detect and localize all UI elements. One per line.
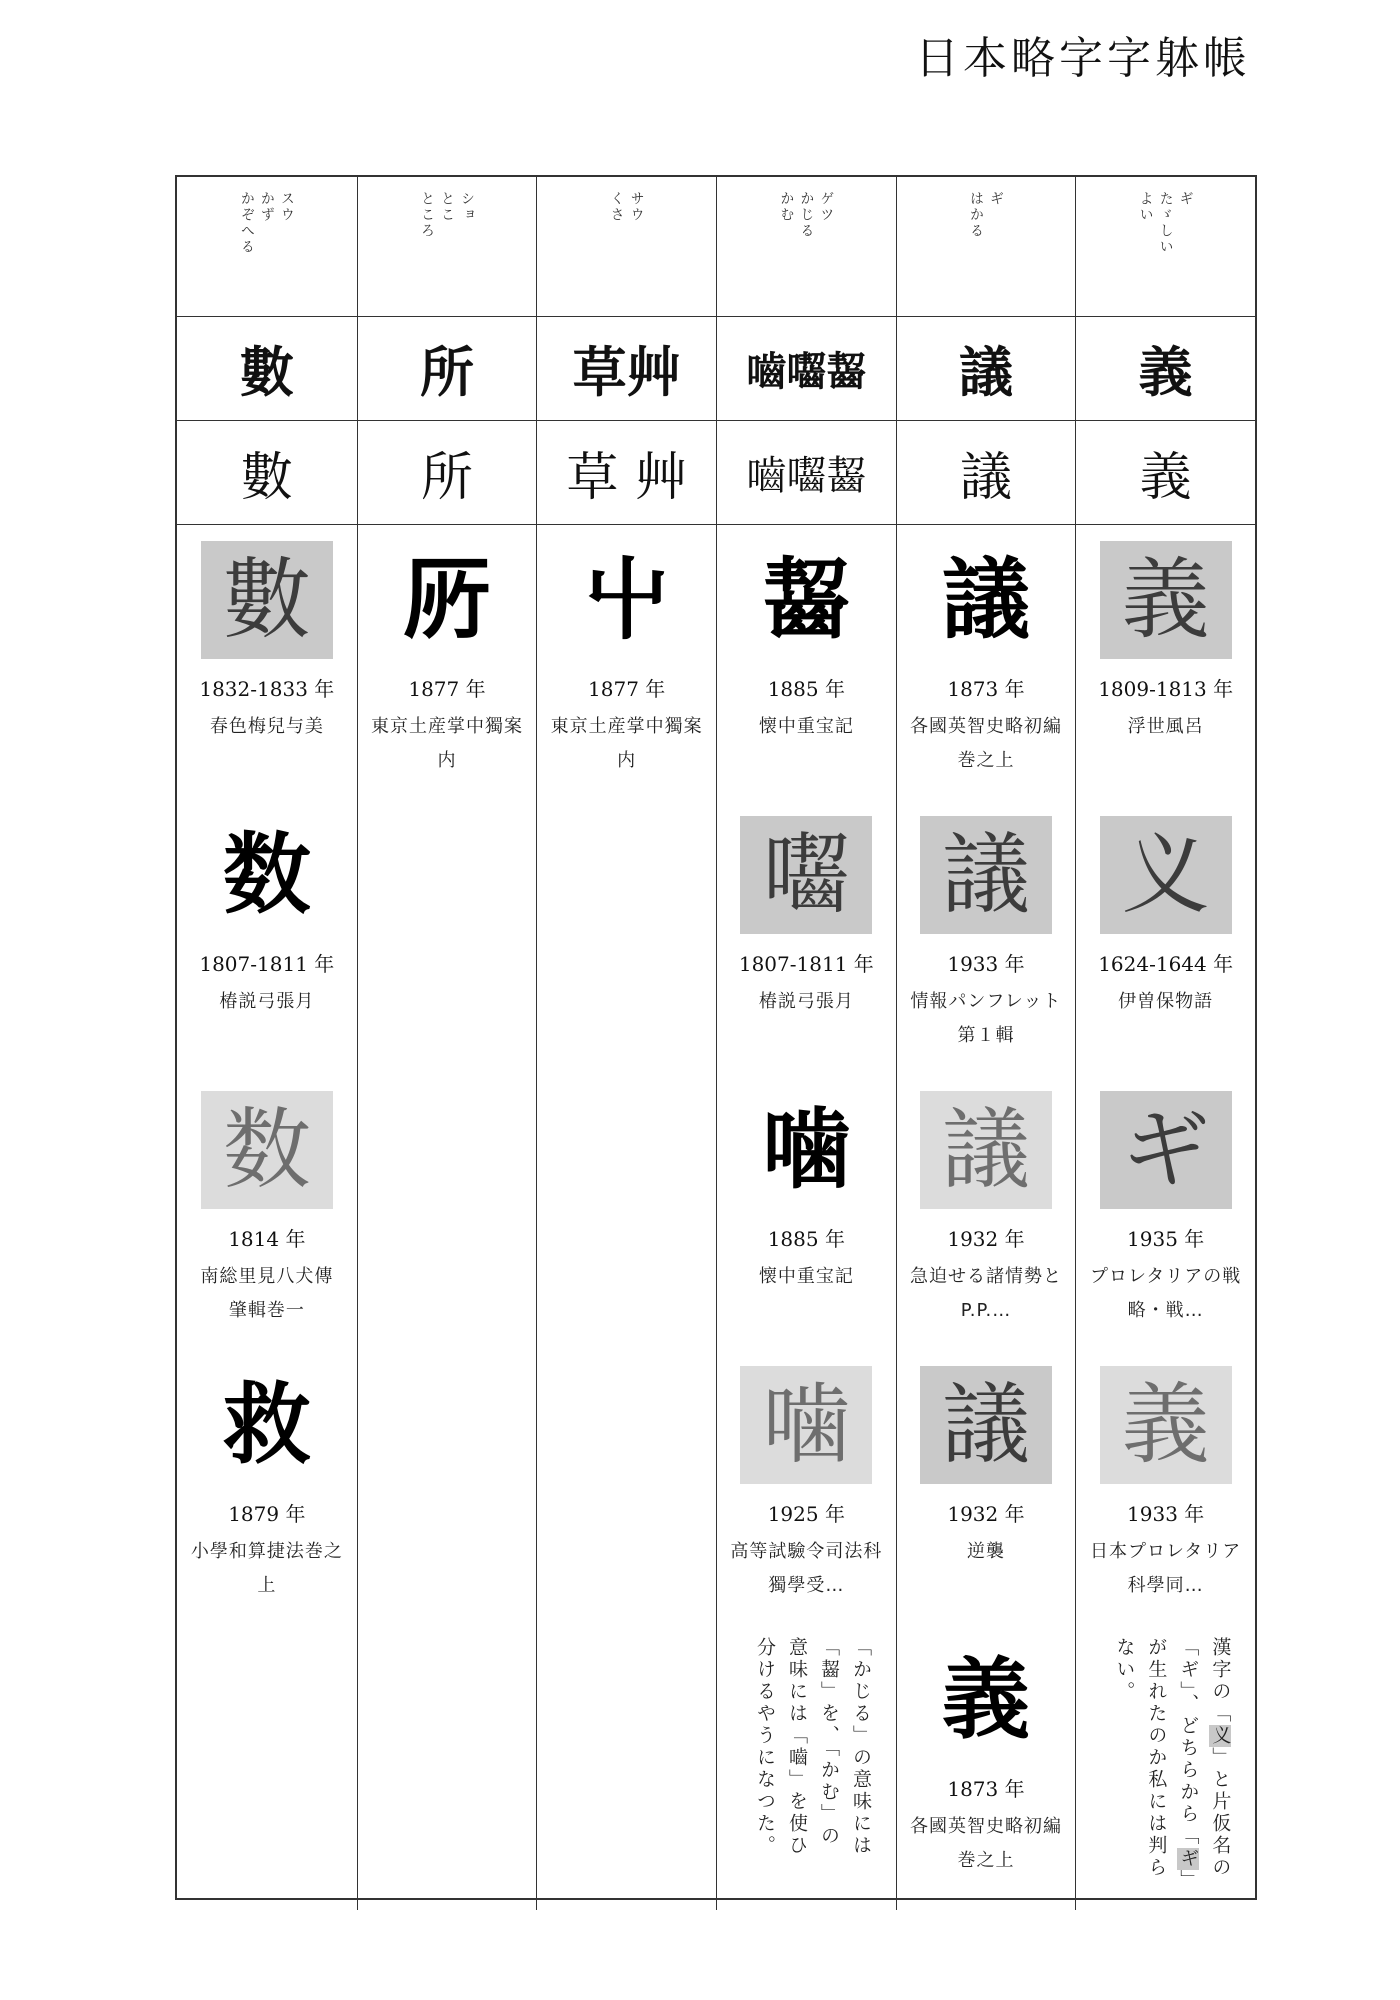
sample-source: 高等試驗令司法科獨學受… [730, 1541, 883, 1596]
glyph-sample [177, 810, 357, 1085]
glyph-image: 數 [201, 541, 333, 659]
column-6 [1075, 177, 1255, 1910]
sample-year: 1933 年 [1127, 1502, 1205, 1526]
sample-year: 1885 年 [767, 1227, 845, 1251]
page-title: 日本略字字躰帳 [915, 33, 1251, 84]
mincho-headword: 議 [897, 421, 1076, 525]
glyph-image: 議 [920, 1091, 1052, 1209]
sample-source: 懐中重宝記 [758, 716, 854, 737]
sample-source: 急迫せる諸情勢と P.P.… [909, 1266, 1062, 1321]
reading-text: ギ [987, 191, 1004, 207]
sample-list [897, 525, 1081, 1910]
highlighted-glyph: 义 [1209, 1725, 1232, 1747]
column-1 [177, 177, 357, 1910]
mincho-headword: 嚙囓齧 [717, 421, 896, 525]
sample-source: 南総里見八犬傳 肇輯巻一 [200, 1266, 353, 1321]
sample-year: 1807-1811 年 [738, 952, 874, 976]
glyph-image: 義 [1100, 541, 1232, 659]
reading-cell [1076, 177, 1255, 317]
glyph-image: 齧 [762, 548, 851, 651]
glyph-sample [897, 1085, 1076, 1360]
sample-year: 1935 年 [1127, 1227, 1205, 1251]
sample-source: 情報パンフレット 第１輯 [910, 991, 1081, 1046]
glyph-sample [537, 535, 716, 810]
reading-text: ところ [418, 191, 435, 239]
reading-text: かむ [778, 191, 795, 223]
glyph-image: 議 [920, 1366, 1052, 1484]
glyph-image: 噛 [740, 1366, 872, 1484]
glyph-sample [177, 535, 357, 810]
reading-text: かぞへる [238, 191, 255, 255]
sample-source: 小學和算捷法巻之上 [190, 1541, 343, 1596]
sample-source: プロレタリアの戦略・戦… [1090, 1266, 1242, 1321]
sample-list [717, 525, 896, 1635]
column-3 [536, 177, 716, 1910]
glyph-sample [717, 1085, 896, 1360]
sample-source: 椿説弓張月 [219, 991, 315, 1012]
brush-headword: 所 [358, 317, 537, 421]
glyph-image: 数 [222, 823, 311, 926]
brush-headword: 議 [897, 317, 1076, 421]
glyph-image: 義 [1100, 1366, 1232, 1484]
sample-year: 1807-1811 年 [199, 952, 335, 976]
mincho-headword: 草 艸 [537, 421, 716, 525]
reading-cell [177, 177, 357, 317]
glyph-sample [1076, 1085, 1255, 1360]
sample-source: 懐中重宝記 [758, 1266, 854, 1287]
glyph-sample [1076, 810, 1255, 1085]
column-note [1096, 1637, 1236, 1882]
sample-year: 1877 年 [588, 677, 666, 701]
sample-source: 春色梅兒与美 [209, 716, 324, 737]
note-text: 」と片仮名の「ギ」、どちらから「 [1177, 1637, 1232, 1879]
sample-year: 1877 年 [408, 677, 486, 701]
glyph-table [175, 175, 1257, 1900]
column-5 [896, 177, 1081, 1910]
brush-headword: 嚙囓齧 [717, 317, 896, 421]
sample-source: 東京土産掌中獨案内 [370, 716, 523, 771]
glyph-sample [897, 535, 1076, 810]
glyph-image: 噛 [762, 1098, 851, 1201]
glyph-sample [717, 810, 896, 1085]
glyph-sample [358, 535, 537, 810]
glyph-sample [177, 1085, 357, 1360]
reading-text: サウ [628, 191, 645, 223]
sample-source: 各國英智史略初編巻之上 [909, 716, 1062, 771]
sample-source: 浮世風呂 [1127, 716, 1204, 737]
glyph-image: 𠩄 [402, 548, 491, 651]
glyph-image: 屮 [582, 548, 671, 651]
sample-year: 1873 年 [947, 1777, 1025, 1801]
column-note: 「かじる」の意味には「齧」を、「かむ」の意味には「嚙」を使ひ分けるやうになつた。 [754, 1637, 872, 1857]
glyph-sample [897, 1360, 1076, 1635]
glyph-image: 義 [941, 1648, 1030, 1751]
reading-text: とこ [438, 191, 455, 223]
glyph-image: 义 [1100, 816, 1232, 934]
column-2 [357, 177, 537, 1910]
column-4 [716, 177, 896, 1910]
note-text: 漢字の「 [1209, 1637, 1232, 1725]
sample-source: 椿説弓張月 [758, 991, 854, 1012]
brush-headword: 義 [1076, 317, 1255, 421]
reading-text: はかる [967, 191, 984, 239]
mincho-headword: 義 [1076, 421, 1255, 525]
sample-year: 1879 年 [228, 1502, 306, 1526]
sample-year: 1885 年 [767, 677, 845, 701]
glyph-sample [177, 1360, 357, 1635]
glyph-image: ギ [1100, 1091, 1232, 1209]
sample-source: 逆襲 [966, 1541, 1005, 1562]
sample-source: 各國英智史略初編巻之上 [909, 1816, 1062, 1871]
glyph-sample [1076, 535, 1255, 810]
brush-headword: 草艸 [537, 317, 716, 421]
glyph-sample [717, 1360, 896, 1635]
reading-text: よい [1137, 191, 1154, 223]
reading-text: たゞしい [1157, 191, 1174, 255]
mincho-headword: 所 [358, 421, 537, 525]
glyph-image: 議 [920, 816, 1052, 934]
note-text: 」が生れたのか私には判らない。 [1113, 1637, 1200, 1882]
glyph-sample [717, 535, 896, 810]
reading-text: ゲツ [818, 191, 835, 223]
reading-text: くさ [608, 191, 625, 223]
mincho-headword: 數 [177, 421, 357, 525]
reading-text: かじる [798, 191, 815, 239]
sample-source: 日本プロレタリア科學同… [1090, 1541, 1242, 1596]
glyph-sample [897, 810, 1081, 1085]
sample-year: 1624-1644 年 [1098, 952, 1234, 976]
reading-cell [537, 177, 716, 317]
sample-list [1076, 525, 1255, 1635]
sample-year: 1933 年 [947, 952, 1025, 976]
sample-year: 1873 年 [947, 677, 1025, 701]
sample-source: 東京土産掌中獨案内 [550, 716, 703, 771]
glyph-image: 救 [222, 1373, 311, 1476]
reading-cell [717, 177, 896, 317]
reading-text: ギ [1177, 191, 1194, 207]
sample-list [358, 525, 537, 810]
sample-source: 伊曽保物語 [1118, 991, 1214, 1012]
reading-text: スウ [278, 191, 295, 223]
sample-year: 1814 年 [228, 1227, 306, 1251]
reading-text: かず [258, 191, 275, 223]
sample-year: 1832-1833 年 [199, 677, 335, 701]
glyph-image: 囓 [740, 816, 872, 934]
brush-headword: 數 [177, 317, 357, 421]
sample-list [537, 525, 716, 810]
reading-cell [897, 177, 1076, 317]
glyph-sample [897, 1635, 1076, 1910]
reading-text: ショ [458, 191, 475, 223]
sample-year: 1932 年 [947, 1502, 1025, 1526]
reading-cell [358, 177, 537, 317]
glyph-sample [1076, 1360, 1255, 1635]
sample-year: 1809-1813 年 [1098, 677, 1234, 701]
glyph-image: 数 [201, 1091, 333, 1209]
highlighted-glyph: ギ [1177, 1847, 1200, 1870]
sample-year: 1932 年 [947, 1227, 1025, 1251]
sample-year: 1925 年 [767, 1502, 845, 1526]
sample-list [177, 525, 357, 1635]
glyph-image: 議 [941, 548, 1030, 651]
